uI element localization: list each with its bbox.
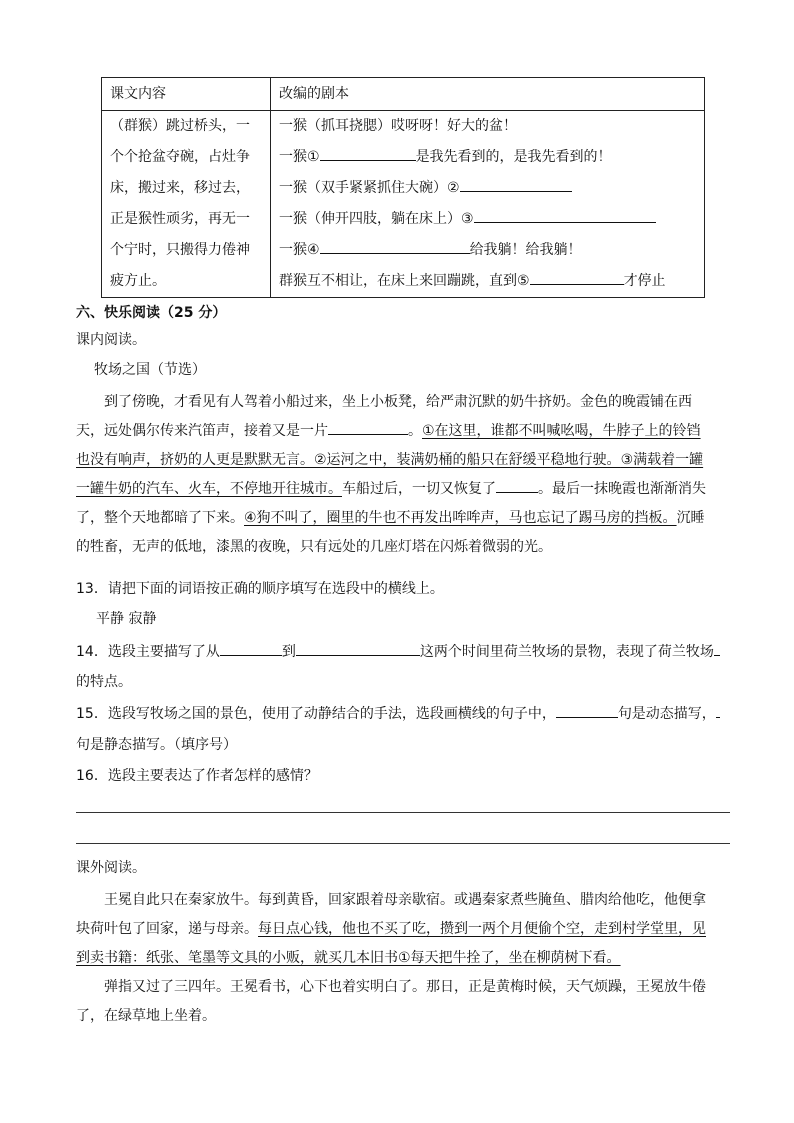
text-line: 个个抢盆夺碗，占灶争 <box>110 149 250 165</box>
script-line-2: 一猴① 是我先看到的，是我先看到的！ <box>279 142 696 173</box>
blank-2[interactable] <box>460 177 572 192</box>
passage-line: 的牲畜，无声的低地，漆黑的夜晚，只有远处的几座灯塔在闪烁着微弱的光。 <box>76 539 552 555</box>
blank-q15-2[interactable] <box>716 703 720 718</box>
table-cell-script <box>271 111 705 298</box>
blank-passage-2[interactable] <box>496 478 538 493</box>
question-14: 14．选段主要描写了从 到 这两个时间里荷兰牧场的景物，表现了荷兰牧场 <box>76 641 720 661</box>
passage-line: 了，整个天地都暗了下来。④狗不叫了，圈里的牛也不再发出哞哞声，马也忘记了踢马房的挡板。沉睡 <box>76 510 705 526</box>
text-line: 个宁时，只搬得力倦神 <box>110 242 250 258</box>
blank-4[interactable] <box>320 239 470 254</box>
passage-line: 弹指又过了三四年。王冕看书，心下也着实明白了。那日，正是黄梅时候，天气烦躁，王冕放牛倦 <box>104 979 706 995</box>
script-line-3: 一猴（双手紧紧抓住大碗）② <box>279 173 696 204</box>
passage-line: 到卖书籍：纸张、笔墨等文具的小贩，就买几本旧书①每天把牛拴了，坐在柳荫树下看。 <box>76 950 621 966</box>
script-table <box>101 77 705 298</box>
blank-5[interactable] <box>530 270 624 285</box>
question-15-cont: 句是静态描写。（填序号） <box>76 737 237 753</box>
script-line-5: 一猴④ 给我躺！给我躺！ <box>279 235 696 266</box>
text-line: （群猴）跳过桥头，一 <box>110 118 250 134</box>
table-cell-text-content <box>102 111 271 298</box>
script-line-1: 一猴（抓耳挠腮）哎呀呀！好大的盆！ <box>279 118 517 134</box>
answer-line-1[interactable] <box>76 812 730 813</box>
passage-title: 牧场之国（节选） <box>94 362 206 378</box>
word-bank: 平静 寂静 <box>96 611 157 627</box>
script-line-4: 一猴（伸开四肢，躺在床上）③ <box>279 204 696 235</box>
text-line: 床，搬过来，移过去， <box>110 180 250 196</box>
text-line: 正是猴性顽劣，再无一 <box>110 211 250 227</box>
in-class-reading-label: 课内阅读。 <box>76 332 146 348</box>
passage-line: 块荷叶包了回家，递与母亲。每日点心钱，他也不买了吃，攒到一两个月便偷个空，走到村学堂里，见 <box>76 921 706 937</box>
passage-line: 一罐牛奶的汽车、火车，不停地开往城市。车船过后，一切又恢复了 。最后一抹晚霞也渐渐消失 <box>76 475 756 504</box>
blank-q15-1[interactable] <box>556 703 618 718</box>
answer-line-2[interactable] <box>76 843 730 844</box>
passage-line: 王冕自此只在秦家放牛。每到黄昏，回家跟着母亲歇宿。或遇秦家煮些腌鱼、腊肉给他吃，他便拿 <box>104 892 706 908</box>
passage-line: 天，远处偶尔传来汽笛声，接着又是一片 。①在这里，谁都不叫喊吆喝，牛脖子上的铃铛 <box>76 417 756 446</box>
table-header-left: 课文内容 <box>102 78 271 111</box>
blank-1[interactable] <box>320 146 416 161</box>
blank-q14-3[interactable] <box>714 641 720 656</box>
question-16: 16．选段主要表达了作者怎样的感情？ <box>76 768 318 784</box>
text-line: 疲方止。 <box>110 273 166 289</box>
passage-line: 也没有响声，挤奶的人更是默默无言。②运河之中，装满奶桶的船只在舒缓平稳地行驶。③满载着一罐 <box>76 452 704 468</box>
blank-q14-1[interactable] <box>220 641 282 656</box>
outside-reading-label: 课外阅读。 <box>76 860 146 876</box>
passage-line: 到了傍晚，才看见有人驾着小船过来，坐上小板凳，给严肃沉默的奶牛挤奶。金色的晚霞铺在西 <box>104 394 692 410</box>
blank-q14-2[interactable] <box>296 641 420 656</box>
blank-passage-1[interactable] <box>328 420 408 435</box>
passage-line: 了，在绿草地上坐着。 <box>76 1008 216 1024</box>
table-header-right: 改编的剧本 <box>271 78 705 111</box>
passage-2 <box>76 886 756 1031</box>
blank-3[interactable] <box>474 208 656 223</box>
section-title: 六、快乐阅读（25 分） <box>76 305 227 321</box>
question-14-cont: 的特点。 <box>76 674 132 690</box>
script-line-6: 群猴互不相让，在床上来回蹦跳，直到⑤ 才停止 <box>279 266 696 297</box>
question-15: 15．选段写牧场之国的景色，使用了动静结合的手法，选段画横线的句子中， 句是动态描写， <box>76 703 720 723</box>
question-13: 13．请把下面的词语按正确的顺序填写在选段中的横线上。 <box>76 581 444 597</box>
passage-1 <box>76 388 756 562</box>
